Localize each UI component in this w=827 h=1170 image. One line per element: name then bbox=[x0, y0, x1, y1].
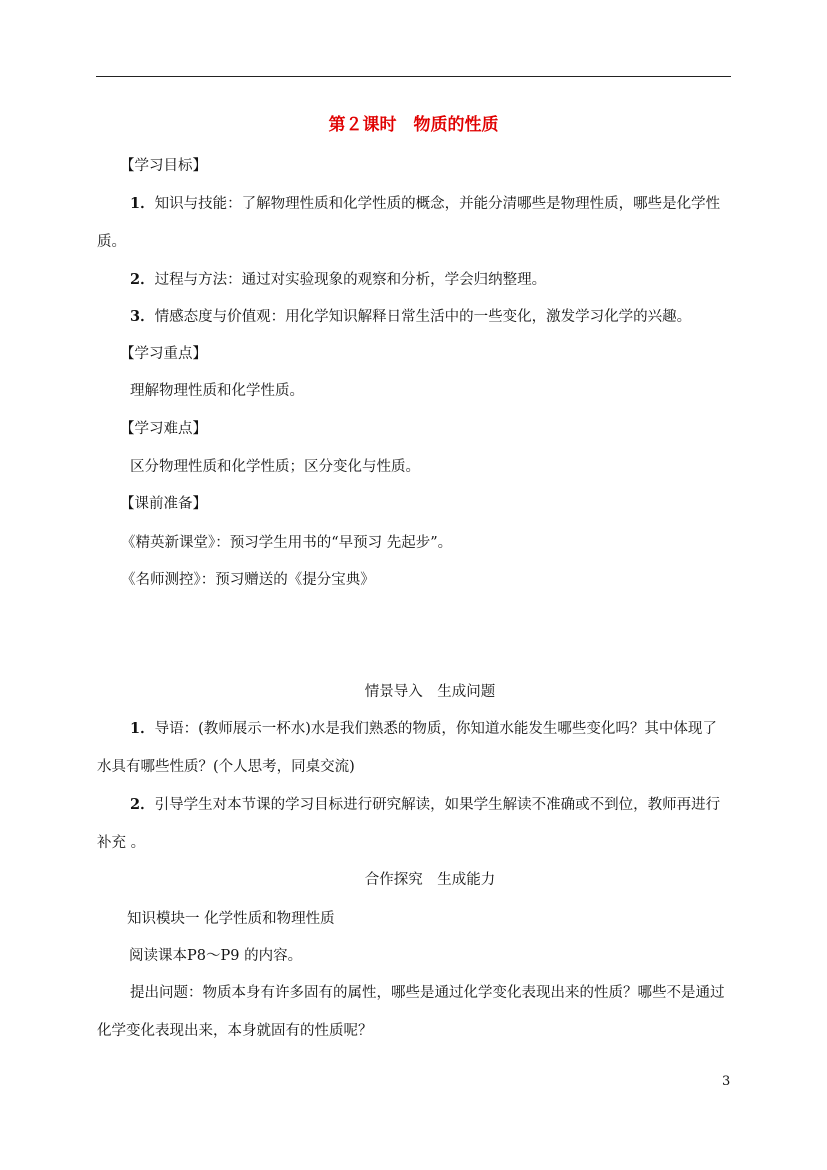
goal-3-text: 情感态度与价值观：用化学知识解释日常生活中的一些变化，激发学习化学的兴趣。 bbox=[154, 309, 692, 325]
difficulty-text: 区分物理性质和化学性质；区分变化与性质。 bbox=[130, 459, 420, 475]
intro-item-2-number: 2． bbox=[130, 796, 155, 813]
intro-item-2-line-1 bbox=[130, 795, 720, 815]
intro-heading: 情景导入 生成问题 bbox=[364, 684, 496, 700]
intro-item-1-number: 1． bbox=[130, 720, 155, 737]
intro-item-1-line-1 bbox=[130, 719, 717, 739]
page-title: 第２课时 物质的性质 bbox=[328, 115, 499, 135]
header-rule bbox=[96, 76, 731, 77]
question-line-2: 化学变化表现出来，本身就固有的性质呢？ bbox=[97, 1023, 373, 1039]
prep-item-1: 《精英新课堂》：预习学生用书的“早预习 先起步”。 bbox=[121, 535, 453, 551]
intro-item-1-line-2: 水具有哪些性质？(个人思考，同桌交流) bbox=[97, 759, 355, 775]
intro-item-2-line-2: 补充 。 bbox=[97, 835, 146, 851]
intro-item-2-text: 引导学生对本节课的学习目标进行研究解读，如果学生解读不准确或不到位，教师再进行 bbox=[154, 797, 721, 813]
goals-heading: 【学习目标】 bbox=[120, 158, 207, 174]
difficulty-heading: 【学习难点】 bbox=[120, 421, 207, 437]
explore-heading: 合作探究 生成能力 bbox=[364, 872, 496, 888]
goal-2-number: 2． bbox=[130, 271, 155, 288]
prep-item-2: 《名师测控》：预习赠送的《提分宝典》 bbox=[121, 572, 375, 588]
module-heading: 知识模块一 化学性质和物理性质 bbox=[127, 911, 335, 927]
question-line-1: 提出问题：物质本身有许多固有的属性，哪些是通过化学变化表现出来的性质？哪些不是通过 bbox=[130, 985, 725, 1001]
intro-item-1-text: 导语：(教师展示一杯水)水是我们熟悉的物质，你知道水能发生哪些变化吗？其中体现了 bbox=[154, 721, 717, 737]
goal-3-number: 3． bbox=[130, 308, 155, 325]
page-number: 3 bbox=[722, 1074, 731, 1089]
goal-1-line-2: 质。 bbox=[97, 234, 126, 250]
reading-instruction: 阅读课本P8～P9 的内容。 bbox=[129, 948, 303, 964]
goal-1-text: 知识与技能：了解物理性质和化学性质的概念，并能分清哪些是物理性质，哪些是化学性 bbox=[154, 196, 721, 212]
goal-3 bbox=[130, 307, 691, 327]
goal-2-text: 过程与方法：通过对实验现象的观察和分析，学会归纳整理。 bbox=[154, 272, 547, 288]
focus-heading: 【学习重点】 bbox=[120, 346, 207, 362]
prep-heading: 【课前准备】 bbox=[120, 496, 207, 512]
goal-1-number: 1． bbox=[130, 195, 155, 212]
goal-1-line-1 bbox=[130, 194, 720, 214]
focus-text: 理解物理性质和化学性质。 bbox=[130, 383, 304, 399]
goal-2 bbox=[130, 270, 546, 290]
